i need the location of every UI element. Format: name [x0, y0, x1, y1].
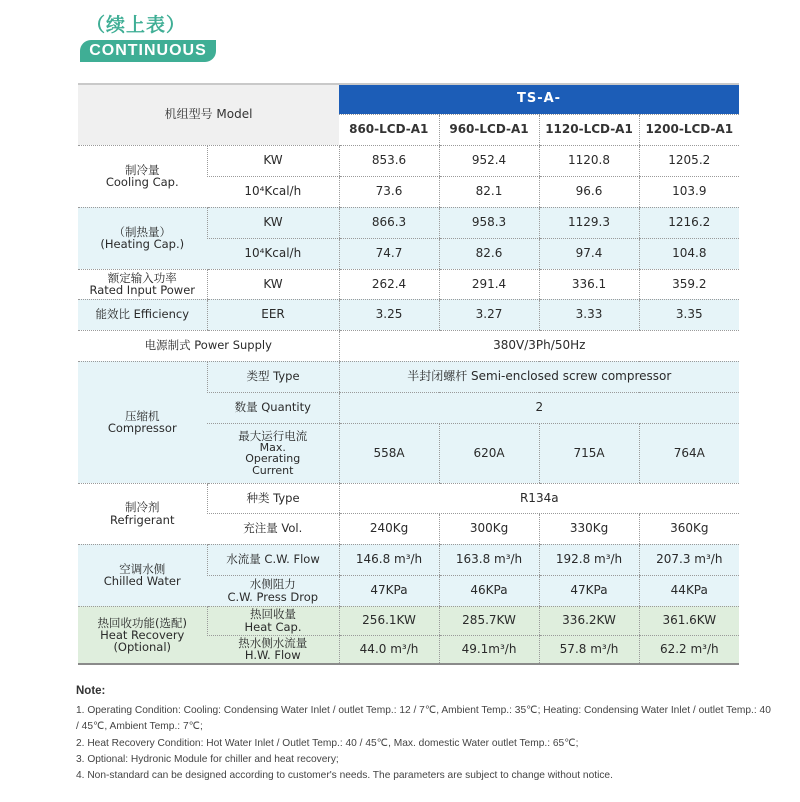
- cooling-label-en: Cooling Cap.: [105, 175, 179, 189]
- value-cell: 97.4: [539, 238, 639, 269]
- value-cell: 336.2KW: [539, 606, 639, 635]
- value-cell: 853.6: [339, 145, 439, 176]
- value-cell: 361.6KW: [639, 606, 739, 635]
- chilled-flow-label: 水流量 C.W. Flow: [207, 544, 339, 575]
- value-cell: 3.33: [539, 299, 639, 330]
- model-name: 960-LCD-A1: [439, 114, 539, 145]
- unit-cell: KW: [207, 145, 339, 176]
- power-supply-value: 380V/3Ph/50Hz: [339, 330, 739, 361]
- chilled-water-label-cn: 空调水侧: [119, 561, 166, 576]
- value-cell: 103.9: [639, 176, 739, 207]
- compressor-qty-value: 2: [339, 392, 739, 423]
- chilled-water-label: [78, 544, 207, 606]
- value-cell: 958.3: [439, 207, 539, 238]
- model-name: 860-LCD-A1: [339, 114, 439, 145]
- value-cell: 256.1KW: [339, 606, 439, 635]
- compressor-type-label: 类型 Type: [207, 361, 339, 392]
- spec-table: [78, 83, 739, 665]
- model-name: 1120-LCD-A1: [539, 114, 639, 145]
- heat-cap-label-en: Heat Cap.: [244, 619, 302, 634]
- refrigerant-label-en: Refrigerant: [110, 512, 175, 527]
- value-cell: 49.1m³/h: [439, 635, 539, 664]
- compressor-current-label: [207, 423, 339, 483]
- value-cell: 47KPa: [539, 575, 639, 606]
- unit-cell: 10⁴Kcal/h: [207, 176, 339, 207]
- model-name: 1200-LCD-A1: [639, 114, 739, 145]
- efficiency-label: 能效比 Efficiency: [78, 299, 207, 330]
- value-cell: 207.3 m³/h: [639, 544, 739, 575]
- hw-flow-label-en: H.W. Flow: [244, 648, 301, 663]
- value-cell: 620A: [439, 423, 539, 483]
- compressor-qty-label: 数量 Quantity: [207, 392, 339, 423]
- heating-label: [78, 207, 207, 269]
- value-cell: 192.8 m³/h: [539, 544, 639, 575]
- value-cell: 73.6: [339, 176, 439, 207]
- refrigerant-vol-label: 充注量 Vol.: [207, 513, 339, 544]
- current-label-en: Operating: [245, 452, 301, 466]
- chilled-drop-label: [207, 575, 339, 606]
- value-cell: 262.4: [339, 269, 439, 299]
- heat-recovery-label-en: (Optional): [113, 639, 172, 654]
- hw-flow-label-cn: 热水侧水流量: [238, 636, 308, 651]
- input-power-label-cn: 额定输入功率: [107, 270, 177, 285]
- series-name: TS-A-: [339, 84, 739, 114]
- value-cell: 300Kg: [439, 513, 539, 544]
- cooling-kw-row: [78, 145, 739, 176]
- compressor-type-row: [78, 361, 739, 392]
- chilled-drop-label-cn: 水侧阻力: [249, 577, 296, 592]
- value-cell: 291.4: [439, 269, 539, 299]
- current-label-cn: 最大运行电流: [238, 428, 308, 443]
- value-cell: 44KPa: [639, 575, 739, 606]
- cooling-label-cn: 制冷量: [125, 162, 160, 177]
- value-cell: 82.6: [439, 238, 539, 269]
- refrigerant-label: [78, 483, 207, 544]
- power-supply-label: 电源制式 Power Supply: [78, 330, 339, 361]
- value-cell: 3.35: [639, 299, 739, 330]
- cooling-label: [78, 145, 207, 207]
- value-cell: 715A: [539, 423, 639, 483]
- refrigerant-type-row: [78, 483, 739, 513]
- value-cell: 3.27: [439, 299, 539, 330]
- compressor-label: [78, 361, 207, 483]
- chilled-flow-row: [78, 544, 739, 575]
- value-cell: 47KPa: [339, 575, 439, 606]
- chilled-water-label-en: Chilled Water: [103, 574, 181, 588]
- value-cell: 359.2: [639, 269, 739, 299]
- heat-recovery-cap-row: [78, 606, 739, 635]
- value-cell: 163.8 m³/h: [439, 544, 539, 575]
- value-cell: 146.8 m³/h: [339, 544, 439, 575]
- value-cell: 1216.2: [639, 207, 739, 238]
- heat-cap-label-cn: 热回收量: [250, 607, 296, 622]
- value-cell: 46KPa: [439, 575, 539, 606]
- section-title-cn: （续上表）: [86, 14, 187, 36]
- notes-section: [76, 683, 776, 784]
- value-cell: 44.0 m³/h: [339, 635, 439, 664]
- input-power-label: [78, 269, 207, 299]
- unit-cell: KW: [207, 207, 339, 238]
- value-cell: 96.6: [539, 176, 639, 207]
- refrigerant-type-label: 种类 Type: [207, 483, 339, 513]
- compressor-label-cn: 压缩机: [125, 408, 160, 423]
- value-cell: 866.3: [339, 207, 439, 238]
- heating-kw-row: [78, 207, 739, 238]
- heat-recovery-label-en: Heat Recovery: [100, 627, 185, 642]
- power-supply-row: [78, 330, 739, 361]
- value-cell: 764A: [639, 423, 739, 483]
- unit-cell: EER: [207, 299, 339, 330]
- value-cell: 330Kg: [539, 513, 639, 544]
- note-item: 3. Optional: Hydronic Module for chiller and heat recovery;: [76, 753, 339, 765]
- efficiency-row: [78, 299, 739, 330]
- model-label: 机组型号 Model: [78, 84, 339, 145]
- note-item: 2. Heat Recovery Condition: Hot Water Inlet / Outlet Temp.: 40 / 45℃, Max. domestic Water outlet Temp.: 65℃;: [76, 737, 579, 749]
- value-cell: 285.7KW: [439, 606, 539, 635]
- value-cell: 104.8: [639, 238, 739, 269]
- notes-title: Note:: [76, 685, 106, 697]
- current-label-en: Max.: [259, 440, 286, 454]
- value-cell: 952.4: [439, 145, 539, 176]
- heating-label-cn: （制热量）: [113, 224, 171, 239]
- value-cell: 62.2 m³/h: [639, 635, 739, 664]
- refrigerant-label-cn: 制冷剂: [125, 500, 160, 515]
- value-cell: 74.7: [339, 238, 439, 269]
- heat-cap-label: [207, 606, 339, 635]
- chilled-drop-label-en: C.W. Press Drop: [227, 589, 319, 604]
- compressor-type-value: 半封闭螺杆 Semi-enclosed screw compressor: [339, 361, 739, 392]
- note-item: 1. Operating Condition: Cooling: Condensing Water Inlet / outlet Temp.: 12 / 7℃, Ambient Temp.: 35℃; Heating: Condensing Water Inlet / outlet Temp.: 40 / 45℃, Ambient Temp.: 7℃;: [76, 705, 771, 733]
- unit-cell: KW: [207, 269, 339, 299]
- value-cell: 336.1: [539, 269, 639, 299]
- series-row: [78, 84, 739, 114]
- value-cell: 57.8 m³/h: [539, 635, 639, 664]
- value-cell: 82.1: [439, 176, 539, 207]
- section-title-badge: CONTINUOUS: [80, 40, 216, 62]
- compressor-label-en: Compressor: [107, 421, 177, 435]
- input-power-label-en: Rated Input Power: [89, 283, 196, 297]
- heat-recovery-label-cn: 热回收功能(选配): [97, 615, 187, 630]
- value-cell: 240Kg: [339, 513, 439, 544]
- current-label-en: Current: [252, 463, 294, 477]
- value-cell: 3.25: [339, 299, 439, 330]
- value-cell: 1120.8: [539, 145, 639, 176]
- value-cell: 360Kg: [639, 513, 739, 544]
- heat-recovery-label: [78, 606, 207, 664]
- input-power-row: [78, 269, 739, 299]
- hw-flow-label: [207, 635, 339, 664]
- note-item: 4. Non-standard can be designed according to customer's needs. The parameters are subject to change without notice.: [76, 770, 613, 782]
- heating-label-en: (Heating Cap.): [100, 237, 185, 251]
- value-cell: 558A: [339, 423, 439, 483]
- value-cell: 1129.3: [539, 207, 639, 238]
- refrigerant-type-value: R134a: [339, 483, 739, 513]
- unit-cell: 10⁴Kcal/h: [207, 238, 339, 269]
- value-cell: 1205.2: [639, 145, 739, 176]
